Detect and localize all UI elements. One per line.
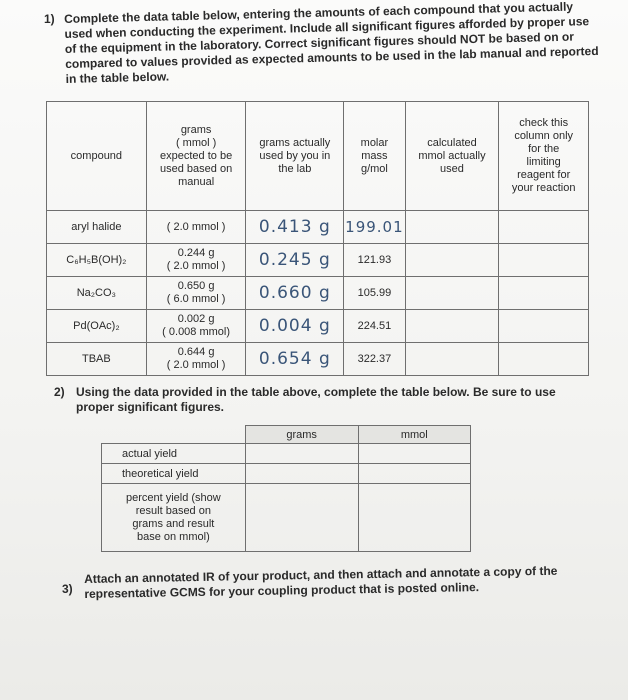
- header-calculated-mmol: calculated mmol actually used: [405, 102, 499, 211]
- cell-compound: TBAB: [47, 343, 147, 376]
- cell-limiting-check[interactable]: [499, 277, 589, 310]
- header-limiting-reagent: check this column only for the limiting reagent for your reaction: [499, 102, 589, 211]
- cell-actual-grams[interactable]: 0.245 g: [246, 244, 344, 277]
- question-1-number: 1): [44, 12, 55, 26]
- header-expected: grams ( mmol ) expected to be used based on manual: [146, 102, 246, 211]
- table-row: [102, 484, 471, 552]
- cell-molar-mass: 121.93: [344, 244, 405, 277]
- header-molar-mass: molar mass g/mol: [344, 102, 405, 211]
- table-row: [47, 310, 589, 343]
- cell-actual-grams[interactable]: 0.413 g: [246, 211, 344, 244]
- cell-molar-mass[interactable]: 199.01: [344, 211, 405, 244]
- cell-actual-yield-mmol[interactable]: [358, 444, 470, 464]
- cell-expected: 0.002 g ( 0.008 mmol): [146, 310, 246, 343]
- cell-calculated-mmol[interactable]: [405, 310, 499, 343]
- cell-theoretical-yield-grams[interactable]: [245, 464, 358, 484]
- header-actual: grams actually used by you in the lab: [246, 102, 344, 211]
- cell-percent-yield-mmol[interactable]: [358, 484, 470, 552]
- cell-expected: 0.244 g ( 2.0 mmol ): [146, 244, 246, 277]
- yield-table: [101, 425, 471, 552]
- cell-actual-grams[interactable]: 0.660 g: [246, 277, 344, 310]
- cell-actual-grams[interactable]: 0.004 g: [246, 310, 344, 343]
- cell-compound: aryl halide: [47, 211, 147, 244]
- cell-limiting-check[interactable]: [499, 310, 589, 343]
- cell-actual-yield-grams[interactable]: [245, 444, 358, 464]
- row-label-theoretical-yield: theoretical yield: [102, 464, 246, 484]
- row-label-actual-yield: actual yield: [102, 444, 246, 464]
- yield-header-row: [102, 426, 471, 444]
- compound-data-table: [46, 101, 589, 376]
- question-3-text: Attach an annotated IR of your product, and then attach and annotate a copy of the representative GCMS for your coupling product that is posted online.: [84, 563, 558, 601]
- table-row: [47, 343, 589, 376]
- cell-molar-mass: 322.37: [344, 343, 405, 376]
- table-row: [47, 277, 589, 310]
- table-header-row: [47, 102, 589, 211]
- header-mmol: mmol: [358, 426, 470, 444]
- cell-molar-mass: 105.99: [344, 277, 405, 310]
- header-grams: grams: [245, 426, 358, 444]
- question-2-text: Using the data provided in the table above, complete the table below. Be sure to use proper significant figures.: [76, 385, 556, 414]
- row-label-percent-yield: percent yield (show result based on grams and result base on mmol): [102, 484, 246, 552]
- cell-calculated-mmol[interactable]: [405, 277, 499, 310]
- cell-calculated-mmol[interactable]: [405, 244, 499, 277]
- cell-expected: ( 2.0 mmol ): [146, 211, 246, 244]
- table-row: [47, 211, 589, 244]
- header-compound: compound: [47, 102, 147, 211]
- question-3-number: 3): [62, 582, 73, 596]
- cell-expected: 0.644 g ( 2.0 mmol ): [146, 343, 246, 376]
- cell-molar-mass: 224.51: [344, 310, 405, 343]
- cell-expected: 0.650 g ( 6.0 mmol ): [146, 277, 246, 310]
- cell-compound: Na₂CO₃: [47, 277, 147, 310]
- cell-theoretical-yield-mmol[interactable]: [358, 464, 470, 484]
- cell-limiting-check[interactable]: [499, 244, 589, 277]
- cell-actual-grams[interactable]: 0.654 g: [246, 343, 344, 376]
- cell-calculated-mmol[interactable]: [405, 211, 499, 244]
- cell-calculated-mmol[interactable]: [405, 343, 499, 376]
- question-1-text: Complete the data table below, entering the amounts of each compound that you actually used when conducting the experiment. Include all significant figures afforded by proper use of the equipment in the laboratory. Correct significant figures should NOT be based on or compared to values provided as expected amounts to be used in the lab manual and reported in the table below.: [64, 0, 599, 86]
- table-row: [102, 464, 471, 484]
- cell-percent-yield-grams[interactable]: [245, 484, 358, 552]
- cell-compound: Pd(OAc)₂: [47, 310, 147, 343]
- cell-limiting-check[interactable]: [499, 343, 589, 376]
- cell-compound: C₆H₅B(OH)₂: [47, 244, 147, 277]
- yield-header-empty: [102, 426, 246, 444]
- cell-limiting-check[interactable]: [499, 211, 589, 244]
- table-row: [47, 244, 589, 277]
- table-row: [102, 444, 471, 464]
- question-2-number: 2): [54, 385, 65, 399]
